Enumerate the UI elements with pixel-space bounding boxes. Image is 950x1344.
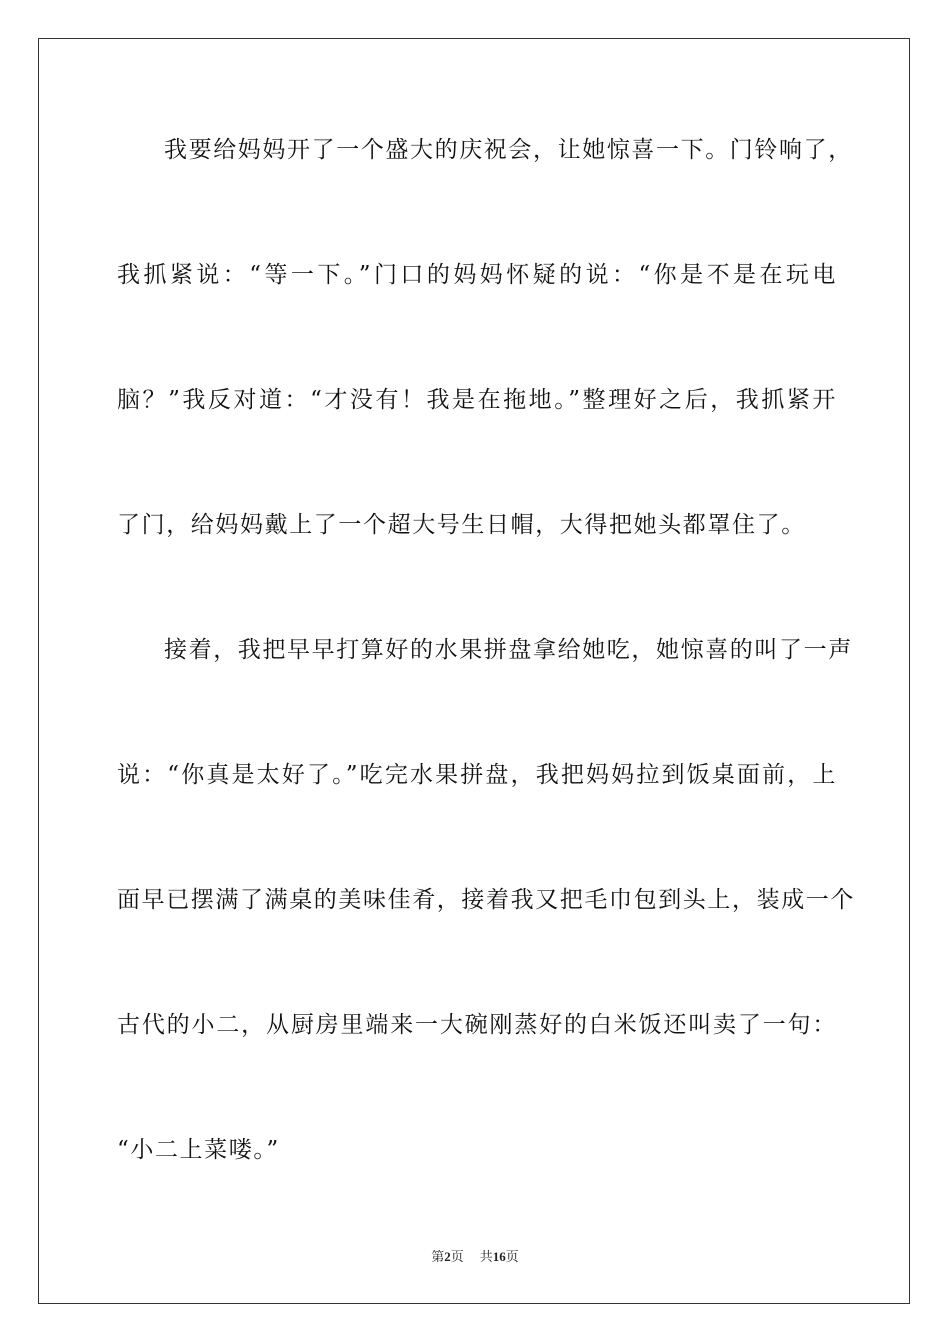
page-border [38, 38, 910, 1304]
paragraph-2-line-1: 接着，我把早早打算好的水果拼盘拿给她吃，她惊喜的叫了一声 [164, 637, 853, 663]
page-footer [0, 1248, 950, 1266]
paragraph-2-line-5: “小二上菜喽。” [117, 1137, 280, 1163]
paragraph-1-line-3: 脑？”我反对道：“才没有！我是在拖地。”整理好之后，我抓紧开 [117, 387, 837, 413]
paragraph-2-line-4: 古代的小二，从厨房里端来一大碗刚蒸好的白米饭还叫卖了一句： [117, 1012, 837, 1038]
paragraph-2-line-3: 面早已摆满了满桌的美味佳肴，接着我又把毛巾包到头上，装成一个 [117, 887, 855, 913]
footer-page-number: 2 [444, 1249, 451, 1264]
paragraph-2-line-2: 说：“你真是太好了。”吃完水果拼盘，我把妈妈拉到饭桌面前，上 [117, 762, 837, 788]
footer-page-suffix: 页 [450, 1249, 464, 1264]
paragraph-1-line-2: 我抓紧说：“等一下。”门口的妈妈怀疑的说：“你是不是在玩电 [117, 262, 837, 288]
footer-page-prefix: 第 [431, 1249, 445, 1264]
footer-total-pages: 16 [492, 1249, 506, 1264]
paragraph-1-line-1: 我要给妈妈开了一个盛大的庆祝会，让她惊喜一下。门铃响了， [164, 137, 853, 163]
paragraph-1-line-4: 了门，给妈妈戴上了一个超大号生日帽，大得把她头都罩住了。 [117, 512, 806, 538]
footer-total-suffix: 页 [505, 1249, 519, 1264]
footer-total-prefix: 共 [479, 1249, 493, 1264]
